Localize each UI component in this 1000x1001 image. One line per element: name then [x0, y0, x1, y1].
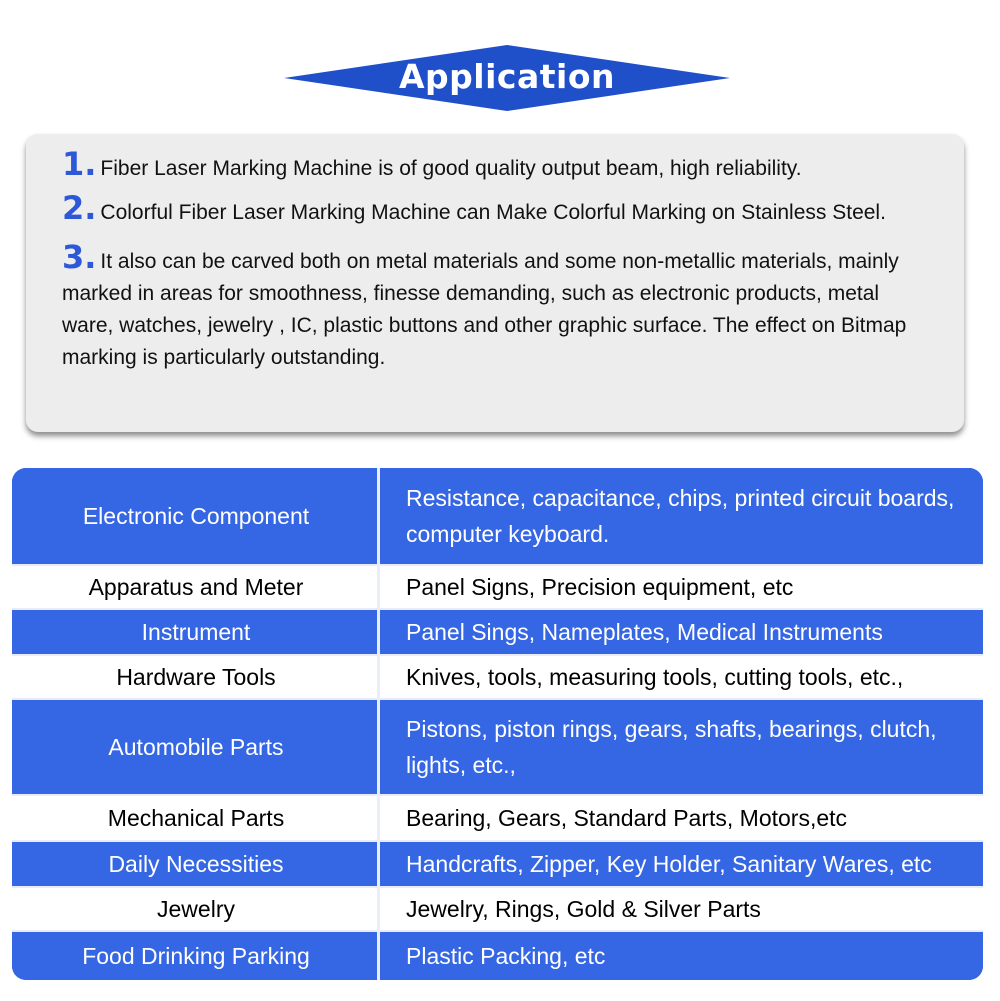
table-examples-cell: Knives, tools, measuring tools, cutting tools, etc., [406, 664, 904, 690]
row-divider [12, 654, 983, 656]
intro-item-1 [62, 145, 934, 185]
table-row [12, 796, 983, 840]
table-examples-cell: Bearing, Gears, Standard Parts, Motors,etc [406, 805, 848, 831]
intro-item-3 [62, 238, 934, 374]
table-examples-cell: Panel Signs, Precision equipment, etc [406, 574, 794, 600]
column-divider [377, 468, 380, 980]
table-category-cell: Hardware Tools [116, 663, 276, 690]
table-examples-cell: Resistance, capacitance, chips, printed circuit boards, computer keyboard. [406, 485, 955, 547]
intro-item-2-text: Colorful Fiber Laser Marking Machine can Make Colorful Marking on Stainless Steel. [100, 201, 886, 224]
table-examples-cell: Jewelry, Rings, Gold & Silver Parts [406, 896, 761, 922]
page-title: Application [399, 57, 615, 96]
table-category-cell: Mechanical Parts [107, 804, 285, 831]
table-row [12, 610, 983, 654]
table-category-cell: Food Drinking Parking [82, 942, 310, 969]
row-divider [12, 930, 983, 932]
table-examples-cell: Handcrafts, Zipper, Key Holder, Sanitary Wares, etc [406, 851, 932, 877]
table-category-cell: Electronic Component [82, 502, 310, 529]
application-banner [284, 45, 730, 111]
table-category-cell: Automobile Parts [108, 733, 284, 760]
row-divider [12, 608, 983, 610]
table-row [12, 468, 983, 564]
row-divider [12, 840, 983, 842]
table-examples-cell: Pistons, piston rings, gears, shafts, bearings, clutch, lights, etc., [406, 716, 937, 778]
table-row [12, 932, 983, 980]
table-row [12, 842, 983, 886]
table-category-cell: Daily Necessities [108, 850, 284, 877]
intro-item-2 [62, 189, 934, 229]
row-divider [12, 886, 983, 888]
table-examples-cell: Panel Sings, Nameplates, Medical Instruments [406, 619, 883, 645]
row-divider [12, 794, 983, 796]
intro-item-2-number: 2. [62, 189, 97, 227]
table-category-cell: Jewelry [157, 895, 235, 922]
row-divider [12, 698, 983, 700]
intro-item-3-text: It also can be carved both on metal materials and some non-metallic materials, mainly marked in areas for smoothness, finesse demanding, such as electronic products, metal ware, watches, jewelry , IC, plastic buttons and other graphic surface. The effect on Bitmap marking is particularly outstanding. [62, 250, 907, 369]
table-category-cell: Apparatus and Meter [88, 573, 304, 600]
table-row [12, 888, 983, 930]
table-row [12, 566, 983, 608]
intro-item-1-number: 1. [62, 145, 97, 183]
application-table [12, 468, 983, 980]
table-row [12, 700, 983, 794]
intro-item-1-text: Fiber Laser Marking Machine is of good quality output beam, high reliability. [100, 157, 802, 180]
intro-item-3-number: 3. [62, 238, 97, 276]
table-row [12, 656, 983, 698]
row-divider [12, 564, 983, 566]
table-examples-cell: Plastic Packing, etc [406, 943, 606, 969]
intro-box [26, 134, 964, 432]
table-category-cell: Instrument [141, 618, 251, 645]
